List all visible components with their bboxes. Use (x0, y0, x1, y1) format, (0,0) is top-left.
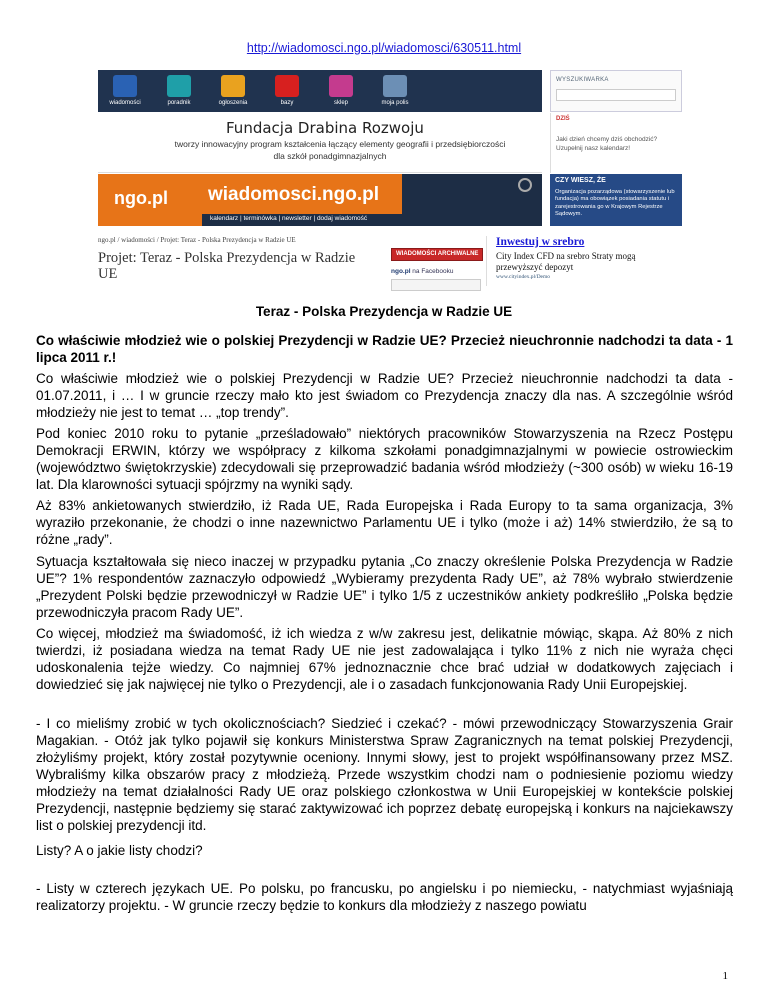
database-icon (275, 75, 299, 97)
ad-headline[interactable]: Inwestuj w srebro (496, 236, 585, 248)
page-number: 1 (722, 970, 728, 982)
search-input[interactable] (556, 89, 676, 101)
ad-body: City Index CFD na srebro Straty mogą przewyższyć depozyt (496, 251, 636, 272)
facebook-link[interactable]: ngo.pl na Facebooku (391, 268, 454, 275)
nav-tile-ogloszenia[interactable]: ogłoszenia (212, 72, 254, 110)
nav-tile-moja-polis[interactable]: moja polis (374, 72, 416, 110)
search-label: WYSZUKIWARKA (556, 77, 609, 83)
project-title: Projet: Teraz - Polska Prezydencja w Radzie UE (98, 250, 356, 282)
nav-tile-poradnik[interactable]: poradnik (158, 72, 200, 110)
banner-line-1: tworzy innowacyjny program kształcenia łączący elementy geografii i przedsiębiorczości (174, 139, 506, 149)
paragraph: Aż 83% ankietowanych stwierdziło, iż Rada UE, Rada Europejska i Rada Europy to ta sama organizacja, 3% wyraziło przekonanie, że chodzi o inne nazewnictwo Parlamentu UE i tylko (może i aż) 14% stwierdziło, że są to różne „rady”. (36, 498, 733, 547)
banner-line-2: dla szkół ponadgimnazjalnych (273, 151, 387, 161)
ad-divider (486, 236, 487, 286)
ngo-logo[interactable]: ngo.pl (98, 174, 202, 226)
search-panel (550, 70, 682, 112)
promo-banner[interactable] (98, 113, 542, 173)
banner-title: Fundacja Drabina Rozwoju (226, 119, 424, 137)
did-you-know-text: Organizacja pozarządowa (stowarzyszenie lub fundacja) ma obowiązek posiadania statutu i zarejestrowania go w Krajowym Rejestrze Sądowym. (555, 189, 675, 218)
my-polis-icon (383, 75, 407, 97)
nav-tile-wiadomosci[interactable]: wiadomości (104, 72, 146, 110)
ad-url[interactable]: www.cityindex.pl/Demo (496, 274, 551, 280)
document-lead: Co właściwie młodzież wie o polskiej Prezydencji w Radzie UE? Przecież nieuchronnie nadchodzi ta data - 1 lipca 2011 r.! (36, 333, 733, 365)
ngo-sub-links[interactable]: kalendarz | terminówka | newsletter | dodaj wiadomość (210, 215, 368, 222)
guide-icon (167, 75, 191, 97)
sponsored-ad[interactable] (496, 236, 682, 280)
website-screenshot (98, 70, 682, 294)
paragraph: Listy? A o jakie listy chodzi? (36, 843, 203, 858)
did-you-know-heading: CZY WIESZ, ŻE (555, 177, 606, 184)
nav-tile-sklep[interactable]: sklep (320, 72, 362, 110)
nav-tile-bazy[interactable]: bazy (266, 72, 308, 110)
paragraph: Pod koniec 2010 roku to pytanie „prześladowało” niektórych pracowników Stowarzyszenia na Rzecz Postępu Demokracji ERWIN, którzy we współpracy z kilkoma szkołami ponadgimnazjalnymi w powiecie ostrowieckim (województwo świętokrzyskie) zdecydowali się przeprowadzić badania wśród młodzieży (~300 osób) w wieku 16-19 lat. Dla klarowności sytuacji spójrzmy na wyniki sądy. (36, 426, 733, 492)
today-heading: DZIŚ (556, 116, 570, 122)
did-you-know-panel (550, 174, 682, 226)
announcements-icon (221, 75, 245, 97)
wiadomosci-logo[interactable]: wiadomosci.ngo.pl (202, 174, 402, 214)
news-icon (113, 75, 137, 97)
shop-icon (329, 75, 353, 97)
breadcrumb[interactable]: ngo.pl / wiadomości / Projet: Teraz - Polska Prezydencja w Radzie UE (98, 236, 296, 244)
emblem-icon (518, 178, 532, 192)
paragraph: Co właściwie młodzież wie o polskiej Prezydencji w Radzie UE? Przecież nieuchronnie nadchodzi ta data - 01.07.2011, i … I w gruncie rzeczy mało kto jest świadom co Prezydencja znaczy dla nas. A szczególnie wśród młodzieży nie jest to temat … „top trendy”. (36, 371, 733, 420)
paragraph: Co więcej, młodzież ma świadomość, iż ich wiedza z w/w zakresu jest, delikatnie mówiąc, skąpa. Aż 80% z nich twierdzi, iż posiadana wiedza na temat Rady UE nie jest zadowalająca i tylko 11% z nich nie wyraża chęci udoskonalenia tejże wiedzy. Co najmniej 67% jednoznacznie chce brać udział w dodatkowych zajęciach i dowiedzieć się jak najwięcej nie tylko o Prezydencji, ale i o zasadach funkcjonowania Rady Unii Europejskiej. (36, 626, 733, 692)
today-text[interactable]: Jaki dzień chcemy dziś obchodzić? Uzupełnij nasz kalendarz! (556, 136, 658, 152)
ngo-header-bar (98, 174, 542, 226)
paragraph: Sytuacja kształtowała się nieco inaczej w przypadku pytania „Co znaczy określenie Polska Prezydencja w Radzie UE”? 1% respondentów zaznaczyło odpowiedź „Wybieramy prezydenta Rady UE”, aż 78% wybrało stwierdzenie „Prezydent Polski będzie przewodniczył w Radzie UE” i tylko 1/5 z uczestników ankiety podkreśliło „Polska będzie przewodniczyła pracom Rady UE”. (36, 554, 733, 620)
paragraph: - I co mieliśmy zrobić w tych okolicznościach? Siedzieć i czekać? - mówi przewodniczący Stowarzyszenia Grair Magakian. - Otóż jak tylko pojawił się konkurs Ministerstwa Spraw Zagranicznych na temat polskiej Prezydencji, złożyliśmy projekt, który został pozytywnie oceniony. Innymi słowy, jest to projekt współfinansowany przez MSZ. Wybraliśmy kilka obszarów pracy z młodzieżą. Przede wszystkim chodzi nam o podniesienie poziomu wiedzy młodzieży na temat działalności Rady UE oraz polskiego członkostwa w Unii Europejskiej w kontekście polskiej Prezydencji, następnie będziemy się starać zaktywizować ich poprzez debatę europejską i konkurs na najciekawszy list o polskiej prezydencji itd. (36, 716, 733, 833)
document-title: Teraz - Polska Prezydencja w Radzie UE (255, 304, 513, 319)
today-panel (550, 113, 682, 173)
facebook-widget[interactable] (391, 279, 481, 291)
source-url-link[interactable]: http://wiadomosci.ngo.pl/wiadomosci/630511.html (246, 41, 522, 55)
archive-news-button[interactable]: WIADOMOŚCI ARCHIWALNE (391, 248, 483, 261)
site-top-nav (98, 70, 542, 112)
paragraph: - Listy w czterech językach UE. Po polsku, po francusku, po angielsku i po niemiecku, - natychmiast wyjaśniają realizatorzy projektu. - W gruncie rzeczy będzie to konkurs dla młodzieży z naszego powiatu (36, 881, 733, 913)
